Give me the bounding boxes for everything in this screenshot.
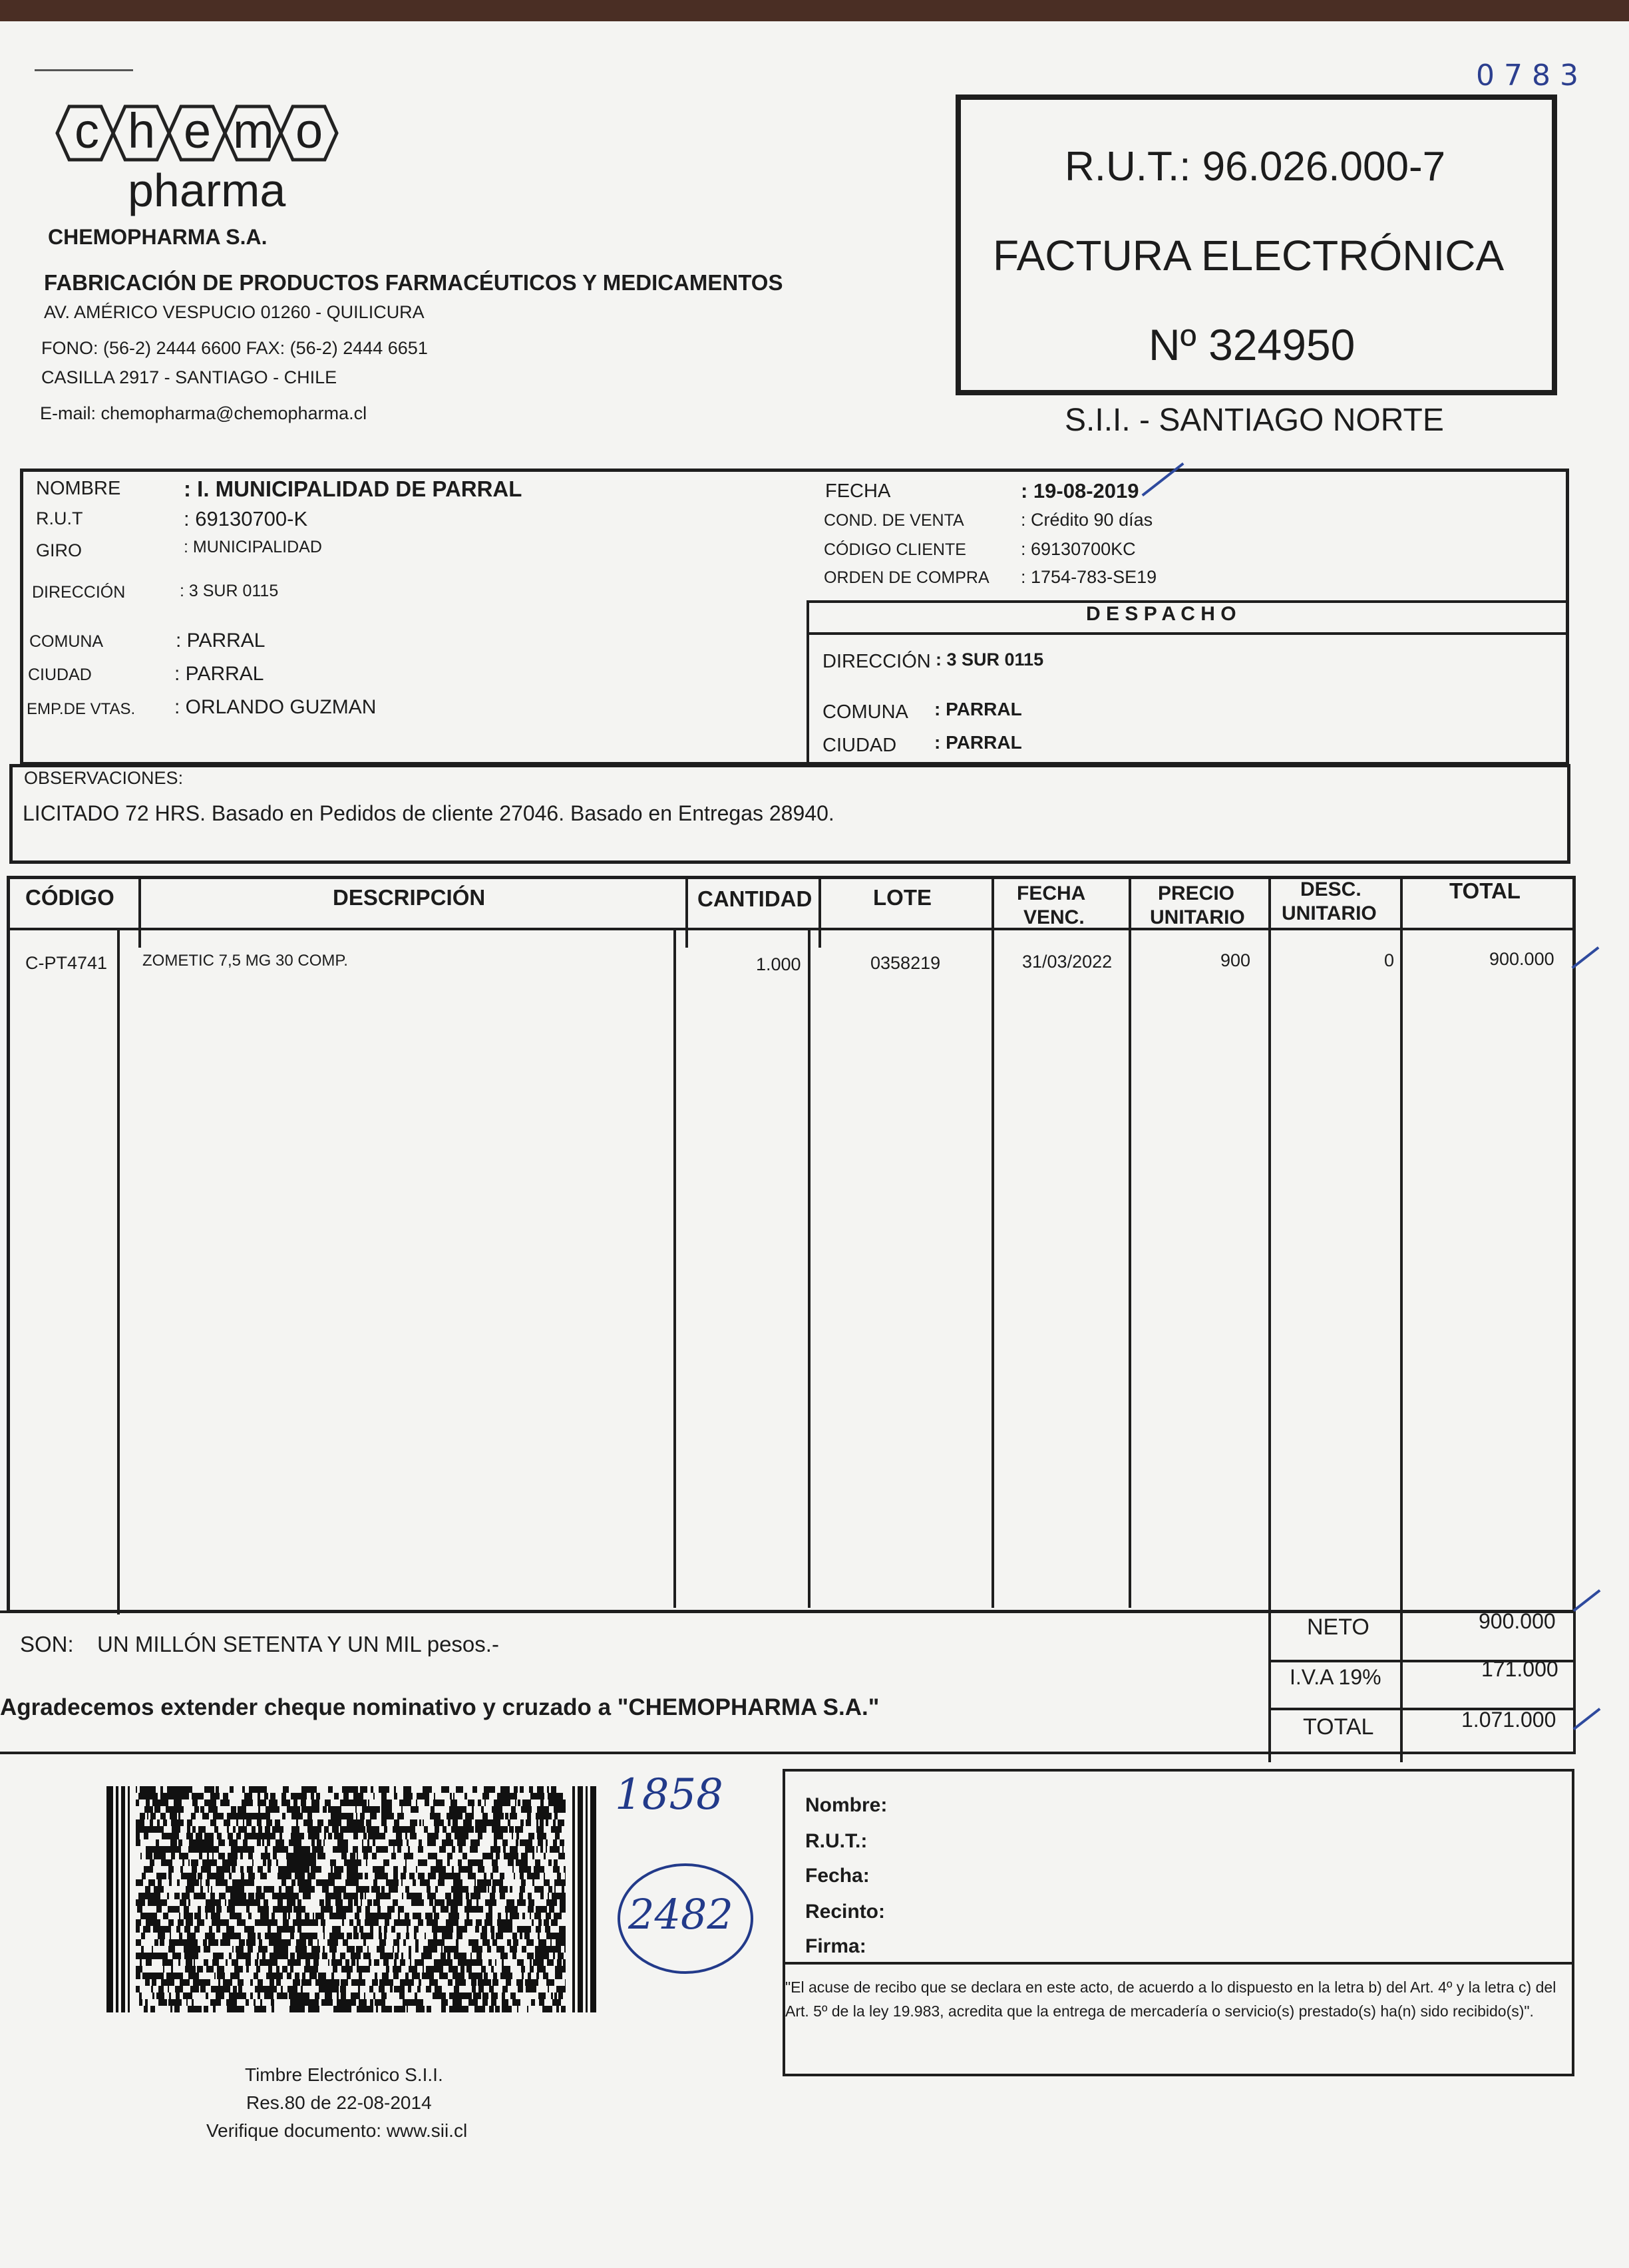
th-fecha: FECHA: [1017, 882, 1086, 904]
receipt-field: Recinto:: [805, 1901, 885, 1923]
doc-type: FACTURA ELECTRÓNICA: [993, 232, 1505, 280]
despacho-title: D E S P A C H O: [1086, 603, 1236, 625]
cell-codigo: C-PT4741: [25, 953, 108, 973]
doc-rut: R.U.T.: 96.026.000-7: [1065, 144, 1446, 190]
handwritten-number: 2482: [628, 1890, 733, 1939]
total-label: TOTAL: [1303, 1714, 1374, 1740]
cheque-note: Agradecemos extender cheque nominativo y cruzado a "CHEMOPHARMA S.A.": [0, 1694, 880, 1720]
receipt-field: Nombre:: [805, 1794, 888, 1816]
logo-letter: c: [75, 103, 99, 158]
totals-top-line: [0, 1610, 1576, 1613]
cell-lote: 0358219: [870, 953, 941, 973]
company-address: AV. AMÉRICO VESPUCIO 01260 - QUILICURA: [44, 302, 425, 322]
company-box: CASILLA 2917 - SANTIAGO - CHILE: [41, 367, 337, 387]
col-line: [685, 876, 688, 948]
despacho-title-line: [807, 632, 1569, 635]
neto-label: NETO: [1307, 1614, 1369, 1640]
col-line: [1400, 876, 1403, 1762]
cell-cantidad: 1.000: [756, 954, 801, 974]
label-orden: ORDEN DE COMPRA: [824, 568, 990, 587]
company-name: CHEMOPHARMA S.A.: [48, 225, 268, 249]
sale-orden: : 1754-783-SE19: [1021, 567, 1157, 587]
th-desc-unitario: UNITARIO: [1282, 902, 1377, 924]
company-email: E-mail: chemopharma@chemopharma.cl: [40, 403, 367, 423]
logo-letter: h: [128, 103, 156, 158]
despacho-comuna: : PARRAL: [934, 699, 1022, 719]
client-giro: : MUNICIPALIDAD: [184, 538, 322, 556]
observaciones-text: LICITADO 72 HRS. Basado en Pedidos de cliente 27046. Basado en Entregas 28940.: [23, 801, 834, 825]
son-label: SON:: [20, 1632, 74, 1656]
th-descripcion: DESCRIPCIÓN: [333, 885, 486, 910]
client-rut: : 69130700-K: [184, 507, 308, 530]
barcode-graphic: [106, 1786, 596, 2012]
col-line: [992, 876, 994, 1608]
client-nombre: : I. MUNICIPALIDAD DE PARRAL: [184, 476, 522, 501]
despacho-dir: : 3 SUR 0115: [936, 650, 1044, 669]
handwritten-number: 1858: [615, 1770, 723, 1819]
label-emp: EMP.DE VTAS.: [27, 700, 136, 718]
label-giro: GIRO: [36, 540, 83, 560]
cell-precio: 900: [1220, 950, 1251, 970]
observaciones-label: OBSERVACIONES:: [24, 768, 184, 788]
despacho-dir-label: DIRECCIÓN: [822, 651, 931, 672]
totals-bottom-line: [0, 1752, 1576, 1754]
logo-subtitle: pharma: [128, 164, 286, 216]
total-value: 1.071.000: [1461, 1708, 1556, 1732]
items-table: [7, 876, 1576, 1613]
cell-descripcion: ZOMETIC 7,5 MG 30 COMP.: [142, 952, 348, 970]
col-line: [138, 876, 141, 948]
iva-value: 171.000: [1481, 1657, 1558, 1681]
timbre-line: Timbre Electrónico S.I.I.: [245, 2064, 443, 2085]
cell-fecha: 31/03/2022: [1022, 952, 1113, 972]
client-ciudad: : PARRAL: [174, 663, 264, 685]
son-amount-words: UN MILLÓN SETENTA Y UN MIL pesos.-: [97, 1632, 499, 1656]
despacho-comuna-label: COMUNA: [822, 701, 908, 723]
receipt-field: R.U.T.:: [805, 1830, 868, 1852]
timbre-line: Verifique documento: www.sii.cl: [206, 2120, 468, 2141]
receipt-field: Firma:: [805, 1935, 866, 1957]
client-direccion: : 3 SUR 0115: [180, 582, 279, 600]
sale-codigo: : 69130700KC: [1021, 539, 1136, 559]
totals-right-border: [1573, 1610, 1576, 1754]
neto-value: 900.000: [1479, 1609, 1556, 1633]
th-desc: DESC.: [1300, 878, 1361, 900]
col-line: [1129, 876, 1131, 1608]
scan-top-edge: [0, 0, 1629, 21]
receipt-legal-note: "El acuse de recibo que se declara en este acto, de acuerdo a lo dispuesto en la letra b) del Art. 4º y la letra c) del Art. 5º de la ley 19.983, acredita que la entrega de mercadería o servicio(s) prestado(s) ha(n) sido recibido(s)".: [785, 1979, 1556, 2020]
sale-cond: : Crédito 90 días: [1021, 510, 1153, 530]
th-codigo: CÓDIGO: [25, 885, 114, 910]
cell-desc: 0: [1384, 950, 1395, 970]
col-line: [673, 929, 676, 1608]
label-fecha: FECHA: [825, 480, 891, 502]
logo-letter: m: [233, 103, 274, 158]
doc-sii: S.I.I. - SANTIAGO NORTE: [1065, 403, 1444, 438]
th-fecha-venc: VENC.: [1023, 906, 1085, 928]
check-mark: [1573, 1708, 1601, 1730]
cell-total: 900.000: [1489, 949, 1554, 969]
label-cond: COND. DE VENTA: [824, 511, 964, 530]
timbre-line: Res.80 de 22-08-2014: [246, 2092, 432, 2113]
th-lote: LOTE: [873, 885, 932, 910]
label-rut: R.U.T: [36, 508, 83, 528]
label-direccion: DIRECCIÓN: [32, 583, 126, 602]
th-precio: PRECIO: [1158, 882, 1235, 904]
th-cantidad: CANTIDAD: [697, 886, 813, 911]
th-total: TOTAL: [1449, 878, 1521, 903]
client-emp: : ORLANDO GUZMAN: [174, 696, 377, 718]
receipt-field: Fecha:: [805, 1865, 870, 1887]
doc-number: Nº 324950: [1149, 320, 1356, 369]
label-nombre: NOMBRE: [36, 478, 121, 499]
check-mark: [1573, 1589, 1601, 1612]
col-line: [117, 929, 120, 1614]
label-ciudad: CIUDAD: [28, 665, 92, 684]
despacho-ciudad: : PARRAL: [934, 732, 1022, 753]
receipt-divider: [783, 1962, 1574, 1965]
label-codigo: CÓDIGO CLIENTE: [824, 540, 966, 559]
pdf417-barcode: [106, 1786, 596, 2012]
logo-letter: e: [184, 103, 212, 158]
logo-letter: o: [295, 103, 323, 158]
client-comuna: : PARRAL: [176, 630, 266, 652]
col-line: [808, 929, 811, 1608]
col-line: [1268, 876, 1271, 1762]
client-divider: [807, 602, 809, 764]
despacho-ciudad-label: CIUDAD: [822, 735, 897, 756]
corner-number: 0783: [1476, 59, 1588, 93]
table-header-line: [7, 928, 1576, 930]
col-line: [818, 876, 821, 948]
label-comuna: COMUNA: [29, 632, 104, 651]
iva-label: I.V.A 19%: [1290, 1665, 1381, 1689]
company-activity: FABRICACIÓN DE PRODUCTOS FARMACÉUTICOS Y MEDICAMENTOS: [44, 270, 783, 295]
company-phone: FONO: (56-2) 2444 6600 FAX: (56-2) 2444 6651: [41, 338, 428, 358]
sale-fecha: : 19-08-2019: [1021, 479, 1139, 502]
receipt-box: [783, 1769, 1574, 2076]
th-precio-unitario: UNITARIO: [1150, 906, 1245, 928]
pen-stroke: [35, 69, 133, 71]
company-logo: [55, 100, 347, 220]
